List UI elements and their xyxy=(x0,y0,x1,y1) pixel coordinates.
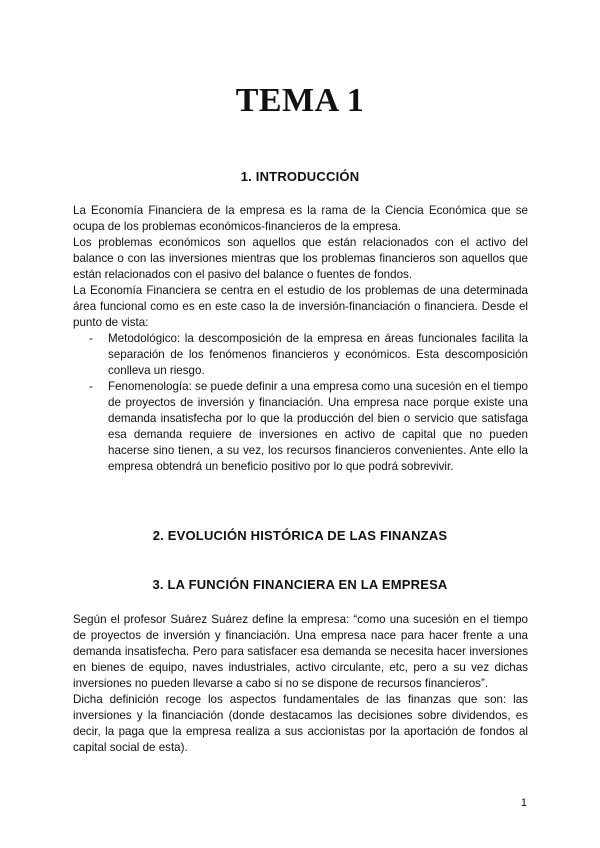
section-3-body xyxy=(73,612,528,756)
list-item-text: Fenomenología: se puede definir a una empresa como una sucesión en el tiempo de proyectos de inversión y financiación. Una empresa nace porque existe una demanda insatisfecha por lo que la producción del bien o servicio que satisfaga esa demanda requiere de inversiones en activo de capital que no pueden hacerse sino tienen, a su vez, los recursos financieros convenientes. Ante ello la empresa obtendrá un beneficio positivo por lo que podrá sobrevivir. xyxy=(108,380,528,473)
bullet-list xyxy=(73,331,528,475)
document-title: TEMA 1 xyxy=(235,82,365,119)
paragraph: Dicha definición recoge los aspectos fundamentales de las finanzas que son: las inversiones y la financiación (donde destacamos las decisiones sobre dividendos, es decir, la paga que la empresa realiza a sus accionistas por la aportación de fondos al capital social de esta). xyxy=(73,693,528,754)
dash-marker: - xyxy=(89,332,93,345)
paragraph: La Economía Financiera se centra en el estudio de los problemas de una determinada área funcional como es en este caso la de inversión-financiación o financiera. Desde el punto de vista: xyxy=(73,284,528,329)
paragraph: Los problemas económicos son aquellos que están relacionados con el activo del balance o con las inversiones mientras que los problemas financieros son aquellos que están relacionados con el pasivo del balance o fuentes de fondos. xyxy=(73,236,528,281)
section-heading-funcion-financiera: 3. LA FUNCIÓN FINANCIERA EN LA EMPRESA xyxy=(152,577,448,592)
dash-marker: - xyxy=(89,380,93,393)
section-1-body xyxy=(73,203,528,475)
paragraph: Según el profesor Suárez Suárez define la empresa: “como una sucesión en el tiempo de proyectos de inversión y financiación. Una empresa nace para hacer frente a una demanda insatisfecha. Pero para satisfacer esa demanda se necesita hacer inversiones en bienes de equipo, naves industriales, activo circulante, etc, pero a su vez dichas inversiones no pueden llevarse a cabo si no se dispone de recursos financieros”. xyxy=(73,613,528,690)
section-heading-introduccion: 1. INTRODUCCIÓN xyxy=(240,169,360,184)
list-item xyxy=(73,331,528,379)
list-item xyxy=(73,379,528,475)
section-heading-evolucion: 2. EVOLUCIÓN HISTÓRICA DE LAS FINANZAS xyxy=(152,528,448,543)
page-number: 1 xyxy=(520,797,527,809)
list-item-text: Metodológico: la descomposición de la empresa en áreas funcionales facilita la separación de los fenómenos financieros y económicos. Esta descomposición conlleva un riesgo. xyxy=(108,332,528,377)
paragraph: La Economía Financiera de la empresa es la rama de la Ciencia Económica que se ocupa de los problemas económicos-financieros de la empresa. xyxy=(73,204,528,233)
